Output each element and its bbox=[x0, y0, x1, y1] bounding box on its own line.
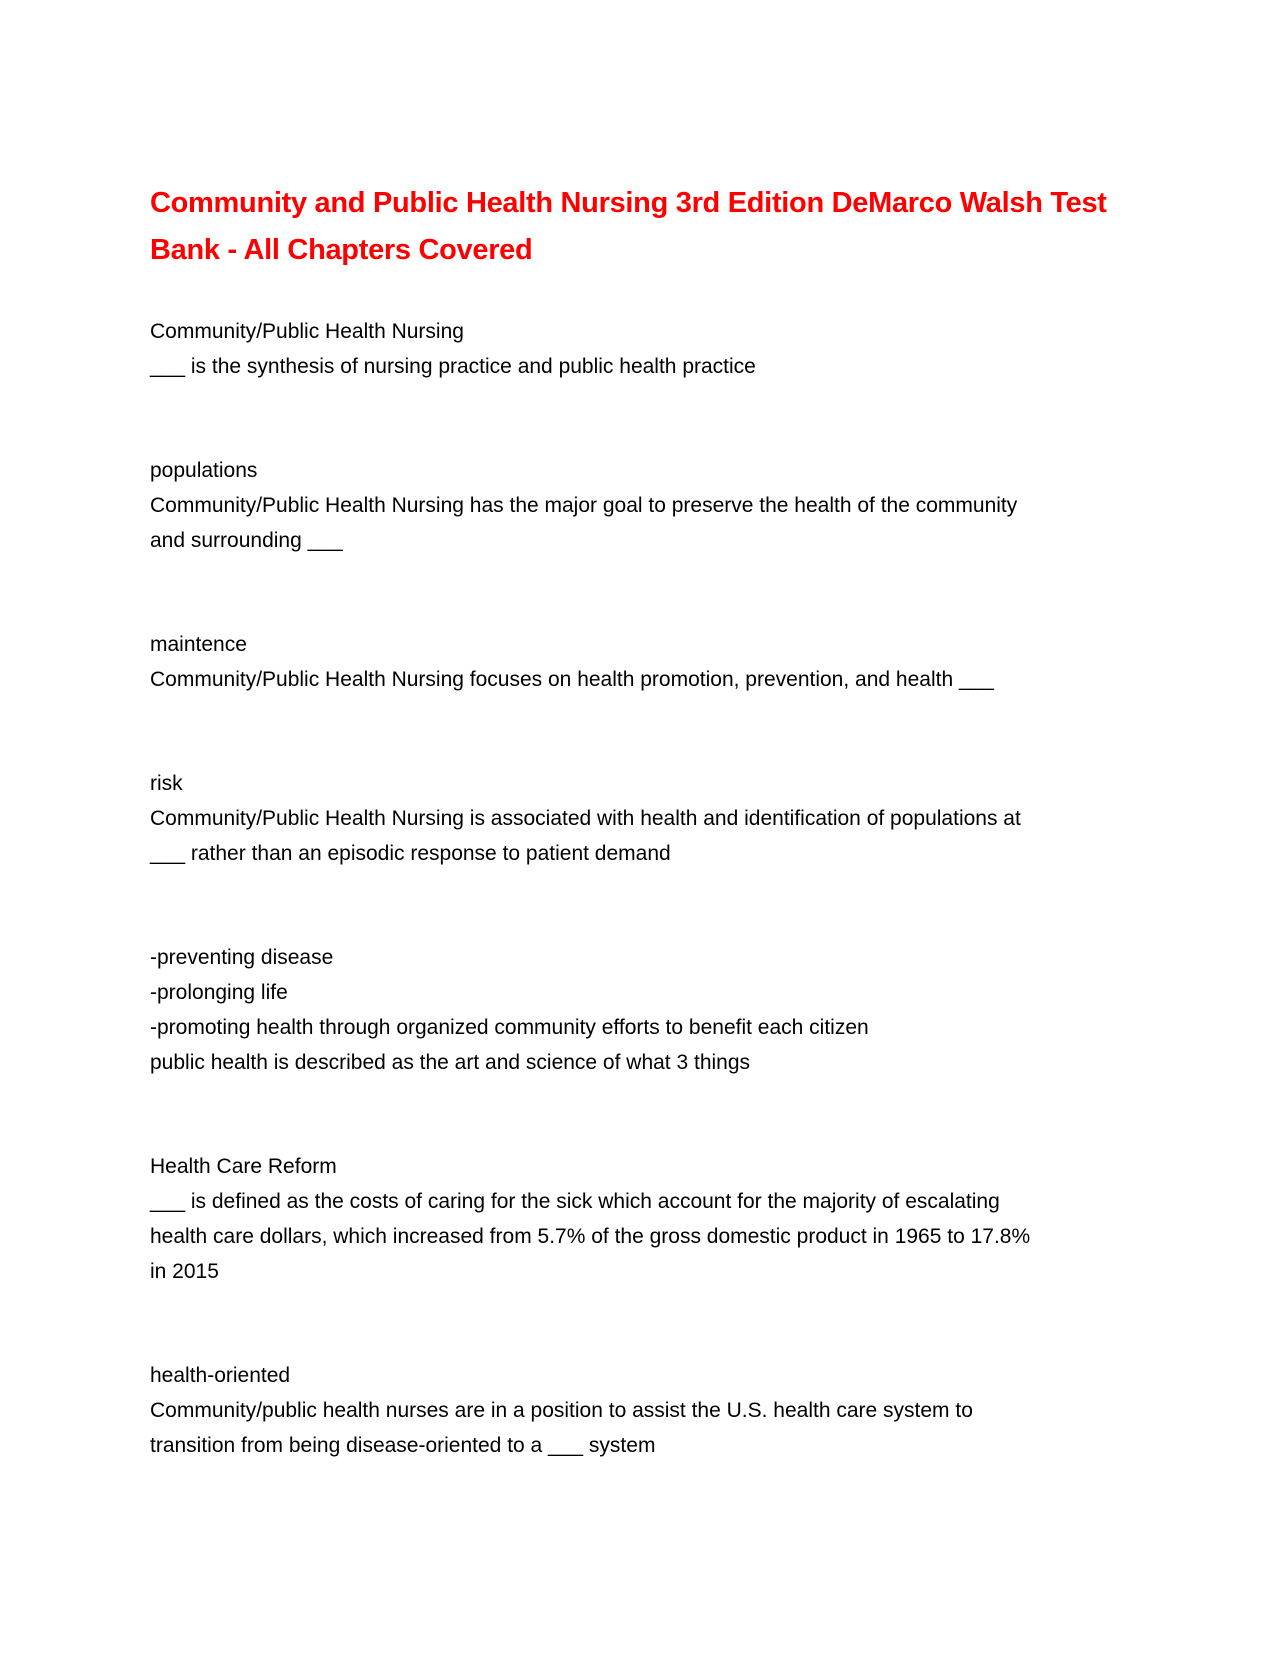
document-content bbox=[150, 180, 1140, 1532]
flashcard-answer: -preventing disease bbox=[150, 946, 334, 969]
flashcard-answer: -promoting health through organized community efforts to benefit each citizen bbox=[150, 1016, 869, 1039]
flashcard-question: ___ is the synthesis of nursing practice and public health practice bbox=[150, 355, 756, 378]
flashcard-question: health care dollars, which increased from 5.7% of the gross domestic product in 1965 to 17.8% bbox=[150, 1225, 1031, 1248]
flashcard-answer: -prolonging life bbox=[150, 981, 288, 1004]
document-title bbox=[150, 180, 1140, 274]
flashcard-question: Community/public health nurses are in a position to assist the U.S. health care system to bbox=[150, 1399, 973, 1422]
flashcard-item bbox=[150, 453, 1140, 558]
flashcard-question: in 2015 bbox=[150, 1260, 219, 1283]
flashcard-question: Community/Public Health Nursing has the major goal to preserve the health of the community bbox=[150, 494, 1018, 517]
flashcard-item bbox=[150, 627, 1140, 697]
flashcard-answer: Community/Public Health Nursing bbox=[150, 320, 464, 343]
flashcard-question: and surrounding ___ bbox=[150, 529, 343, 552]
title-line-2: Bank - All Chapters Covered bbox=[150, 234, 533, 266]
flashcard-answer: health-oriented bbox=[150, 1364, 291, 1387]
flashcard-answer: risk bbox=[150, 772, 183, 795]
flashcard-question: ___ rather than an episodic response to patient demand bbox=[150, 842, 671, 865]
flashcard-question: ___ is defined as the costs of caring for the sick which account for the majority of escalating bbox=[150, 1190, 1000, 1213]
flashcard-item bbox=[150, 940, 1140, 1080]
flashcard-question: transition from being disease-oriented to a ___ system bbox=[150, 1434, 656, 1457]
flashcard-question: Community/Public Health Nursing focuses on health promotion, prevention, and health ___ bbox=[150, 668, 994, 691]
flashcard-item bbox=[150, 314, 1140, 384]
flashcard-answer: populations bbox=[150, 459, 258, 482]
flashcard-question: public health is described as the art and science of what 3 things bbox=[150, 1051, 751, 1074]
flashcard-question: Community/Public Health Nursing is associated with health and identification of populations at bbox=[150, 807, 1021, 830]
flashcard-item bbox=[150, 1358, 1140, 1463]
title-line-1: Community and Public Health Nursing 3rd Edition DeMarco Walsh Test bbox=[150, 187, 1107, 219]
flashcard-item bbox=[150, 766, 1140, 871]
flashcard-answer: maintence bbox=[150, 633, 247, 656]
flashcard-answer: Health Care Reform bbox=[150, 1155, 337, 1178]
flashcard-item bbox=[150, 1149, 1140, 1289]
flashcard-list bbox=[150, 314, 1140, 1463]
